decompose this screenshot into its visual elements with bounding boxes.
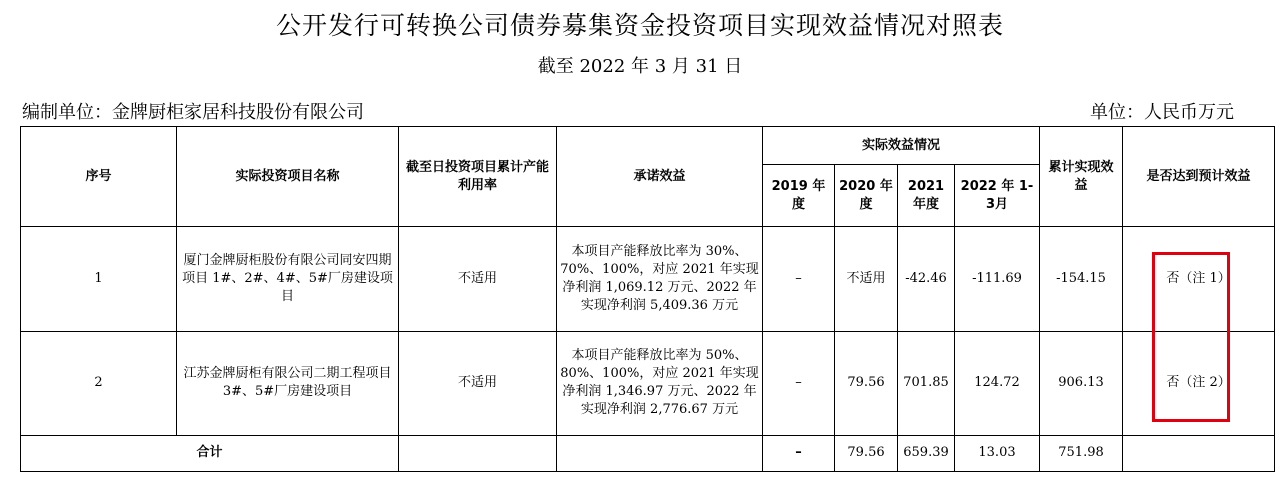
document-subtitle: 截至 2022 年 3 月 31 日 xyxy=(537,56,743,77)
header-seq: 序号 xyxy=(21,127,177,227)
row-year-2021: 701.85 xyxy=(898,331,955,435)
row-year-2021: -42.46 xyxy=(898,227,955,331)
total-row xyxy=(21,435,1275,471)
header-actual-benefit: 实际效益情况 xyxy=(763,127,1040,165)
row-reached-expected: 否（注 1） xyxy=(1123,227,1275,331)
row-seq: 1 xyxy=(21,227,177,331)
red-highlight-box xyxy=(1152,252,1230,422)
row-reached-expected: 否（注 2） xyxy=(1123,331,1275,435)
header-year-2019: 2019 年度 xyxy=(763,165,835,227)
row-year-2022q1: -111.69 xyxy=(955,227,1040,331)
header-cumulative-benefit: 累计实现效益 xyxy=(1040,127,1123,227)
row-cumulative-benefit: 906.13 xyxy=(1040,331,1123,435)
row-capacity-utilization: 不适用 xyxy=(399,331,557,435)
total-reached-expected xyxy=(1123,435,1275,471)
total-label: 合计 xyxy=(21,435,399,471)
header-year-2020: 2020 年度 xyxy=(835,165,898,227)
header-project-name: 实际投资项目名称 xyxy=(177,127,399,227)
table-row xyxy=(21,331,1275,435)
table-row xyxy=(21,227,1275,331)
header-reached-expected: 是否达到预计效益 xyxy=(1123,127,1275,227)
total-capacity-utilization xyxy=(399,435,557,471)
organization-label: 编制单位：金牌厨柜家居科技股份有限公司 xyxy=(22,102,364,123)
row-project-name: 厦门金牌厨柜股份有限公司同安四期项目 1#、2#、4#、5#厂房建设项目 xyxy=(177,227,399,331)
header-year-2021: 2021 年度 xyxy=(898,165,955,227)
row-year-2020: 79.56 xyxy=(835,331,898,435)
header-capacity-utilization: 截至日投资项目累计产能利用率 xyxy=(399,127,557,227)
row-project-name: 江苏金牌厨柜有限公司二期工程项目 3#、5#厂房建设项目 xyxy=(177,331,399,435)
total-promised-benefit xyxy=(557,435,763,471)
header-promised-benefit: 承诺效益 xyxy=(557,127,763,227)
row-cumulative-benefit: -154.15 xyxy=(1040,227,1123,331)
row-promised-benefit: 本项目产能释放比率为 30%、70%、100%，对应 2021 年实现净利润 1,069.12 万元、2022 年实现净利润 5,409.36 万元 xyxy=(557,227,763,331)
total-year-2021: 659.39 xyxy=(898,435,955,471)
unit-label: 单位：人民币万元 xyxy=(1090,102,1234,123)
total-cumulative-benefit: 751.98 xyxy=(1040,435,1123,471)
document-title: 公开发行可转换公司债券募集资金投资项目实现效益情况对照表 xyxy=(275,11,1004,40)
row-year-2019: – xyxy=(763,331,835,435)
row-seq: 2 xyxy=(21,331,177,435)
row-promised-benefit: 本项目产能释放比率为 50%、80%、100%，对应 2021 年实现净利润 1,346.97 万元、2022 年实现净利润 2,776.67 万元 xyxy=(557,331,763,435)
row-year-2019: – xyxy=(763,227,835,331)
total-year-2019: – xyxy=(763,435,835,471)
row-year-2020: 不适用 xyxy=(835,227,898,331)
benefit-comparison-table xyxy=(20,126,1275,472)
row-year-2022q1: 124.72 xyxy=(955,331,1040,435)
total-year-2020: 79.56 xyxy=(835,435,898,471)
row-capacity-utilization: 不适用 xyxy=(399,227,557,331)
header-year-2022q1: 2022 年 1-3月 xyxy=(955,165,1040,227)
total-year-2022q1: 13.03 xyxy=(955,435,1040,471)
